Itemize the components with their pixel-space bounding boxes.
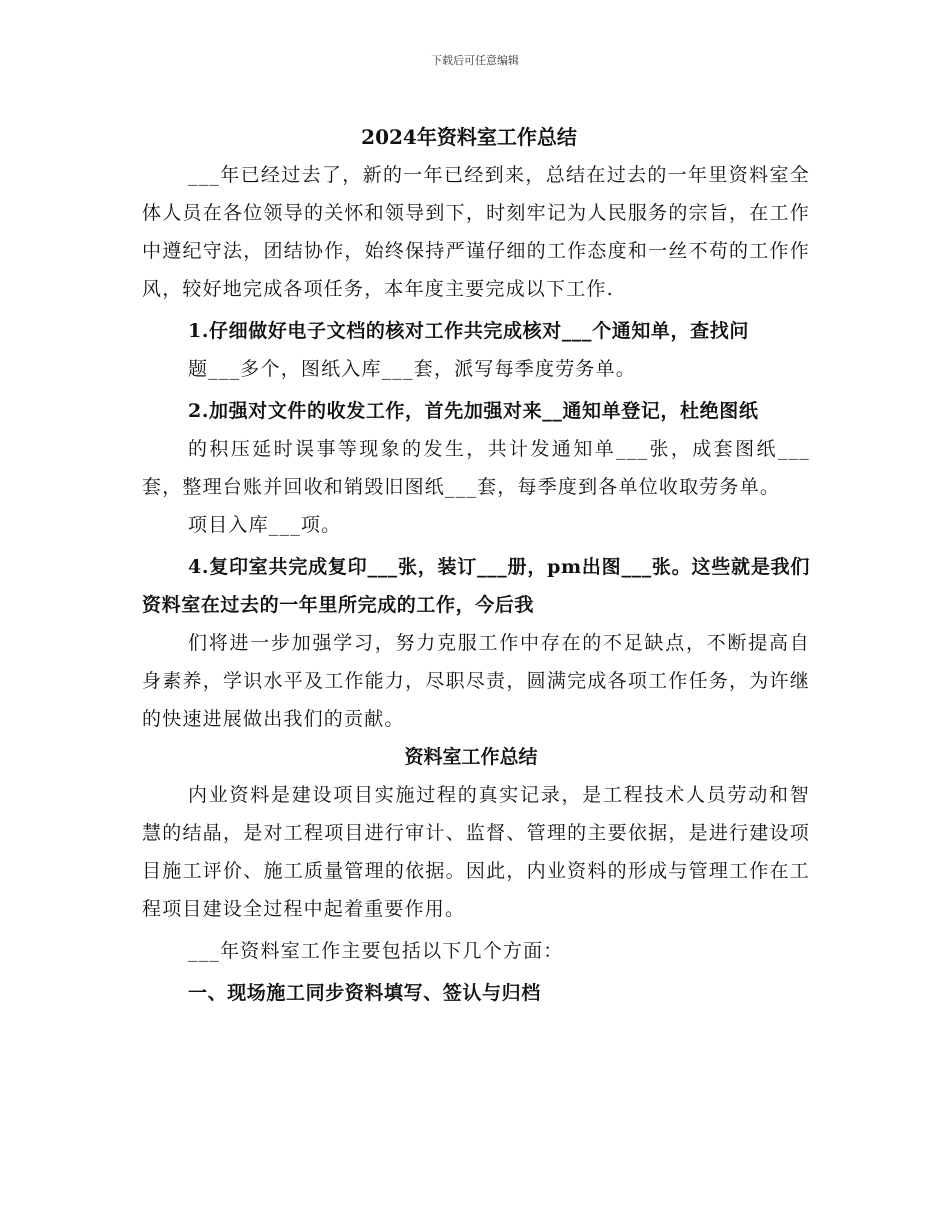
section-title: 资料室工作总结 [404,746,538,768]
item-1-continuation: 题___多个，图纸入库___套，派写每季度劳务单。 [188,358,637,380]
section-2-intro-line: ___年资料室工作主要包括以下几个方面： [188,940,564,962]
document-title: 2024年资料室工作总结 [361,125,577,149]
section-2-heading-1: 一、现场施工同步资料填写、签认与归档 [188,982,541,1004]
section-2-paragraph: 内业资料是建设项目实施过程的真实记录，是工程技术人员劳动和智慧的结晶，是对工程项目进行审计、监督、管理的主要依据，是进行建设项目施工评价、施工质量管理的依据。因此，内业资料的形成与管理工作在工程项目建设全过程中起着重要作用。 [142,784,810,920]
item-1-heading: 1.仔细做好电子文档的核对工作共完成核对___个通知单，查找问 [188,320,749,342]
item-4-continuation: 们将进一步加强学习，努力克服工作中存在的不足缺点，不断提高自身素养，学识水平及工作能力，尽职尽责，圆满完成各项工作任务，为许继的快速进展做出我们的贡献。 [142,632,810,730]
item-2-heading: 2.加强对文件的收发工作，首先加强对来__通知单登记，杜绝图纸 [188,400,759,422]
item-2-continuation: 的积压延时误事等现象的发生，共计发通知单___张，成套图纸___套，整理台账并回收和销毁旧图纸___套，每季度到各单位收取劳务单。 [142,438,810,498]
intro-paragraph: ___年已经过去了，新的一年已经到来，总结在过去的一年里资料室全体人员在各位领导的关怀和领导到下，时刻牢记为人民服务的宗旨，在工作中遵纪守法，团结协作，始终保持严谨仔细的工作态度和一丝不苟的工作作风，较好地完成各项任务，本年度主要完成以下工作. [142,164,810,300]
document-body [142,118,810,1012]
item-4-heading: 4.复印室共完成复印___张，装订___册，pm出图___张。这些就是我们资料室在过去的一年里所完成的工作，今后我 [142,556,810,616]
item-3-continuation: 项目入库___项。 [188,514,342,536]
page-header-note: 下载后可任意编辑 [431,54,519,67]
